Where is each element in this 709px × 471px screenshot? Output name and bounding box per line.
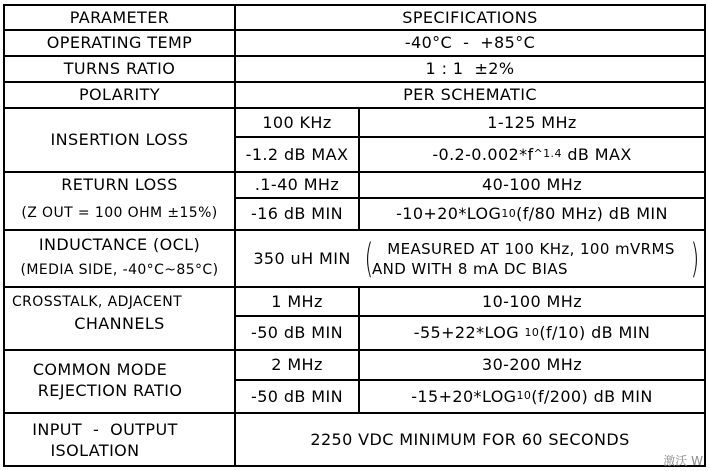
- crosstalk-spec-high: [360, 317, 704, 349]
- insertion-loss-spec-high: [360, 138, 704, 171]
- return-loss-spec-low: -16 dB MIN: [251, 204, 343, 224]
- common-mode-log-base: 10: [516, 389, 532, 403]
- crosstalk-label: CROSSTALK, ADJACENT: [12, 294, 183, 311]
- insertion-loss-spec-low: -1.2 dB MAX: [245, 144, 349, 164]
- crosstalk-log-base: 10: [524, 325, 540, 339]
- common-mode-freq-low: 2 MHz: [271, 355, 323, 375]
- crosstalk-formula-tail: (f/10) dB MIN: [539, 323, 651, 343]
- polarity-label: POLARITY: [78, 85, 161, 105]
- watermark: 激沃 W: [663, 454, 703, 468]
- common-mode-formula: -15+20*LOG: [411, 386, 517, 406]
- common-mode-formula-tail: (f/200) dB MIN: [531, 386, 653, 406]
- isolation-value: 2250 VDC MINIMUM FOR 60 SECONDS: [310, 429, 630, 449]
- operating-temp-label: OPERATING TEMP: [46, 33, 193, 53]
- return-loss-impedance: (Z OUT = 100 OHM ±15%): [21, 205, 218, 222]
- insertion-loss-label: INSERTION LOSS: [50, 130, 189, 150]
- common-mode-spec-high: [360, 381, 704, 412]
- inductance-note-line1: MEASURED AT 100 KHz, 100 mVRMS: [387, 239, 675, 258]
- header-specifications: SPECIFICATIONS: [402, 7, 538, 27]
- insertion-loss-exponent: ^1.4: [533, 147, 562, 161]
- isolation-label-isolation: ISOLATION: [50, 441, 140, 461]
- inductance-label: INDUCTANCE (OCL): [38, 235, 201, 255]
- inductance-spec: 350 uH MIN: [253, 248, 351, 268]
- return-loss-log-base: 10: [501, 206, 517, 220]
- return-loss-formula: -10+20*LOG: [396, 204, 502, 224]
- isolation-label: INPUT - OUTPUT: [32, 420, 178, 440]
- inductance-condition: (MEDIA SIDE, -40°C~85°C): [20, 262, 219, 279]
- return-loss-formula-tail: (f/80 MHz) dB MIN: [516, 204, 668, 224]
- operating-temp-value: -40°C - +85°C: [404, 33, 536, 53]
- turns-ratio-label: TURNS RATIO: [63, 59, 176, 79]
- crosstalk-spec-low: -50 dB MIN: [251, 323, 343, 343]
- return-loss-freq-low: .1-40 MHz: [254, 175, 340, 195]
- polarity-value: PER SCHEMATIC: [403, 85, 537, 105]
- rule-right: [704, 4, 706, 467]
- common-mode-freq-high: 30-200 MHz: [482, 355, 582, 375]
- return-loss-label: RETURN LOSS: [61, 175, 178, 195]
- common-mode-label: COMMON MODE: [32, 360, 168, 380]
- common-mode-spec-low: -50 dB MIN: [251, 386, 343, 406]
- insertion-loss-unit: dB MAX: [561, 144, 632, 164]
- return-loss-spec-high: [360, 199, 704, 229]
- insertion-loss-formula: -0.2-0.002*f: [432, 144, 534, 164]
- header-parameter: PARAMETER: [69, 7, 170, 27]
- inductance-note-line2: AND WITH 8 mA DC BIAS: [372, 259, 568, 278]
- turns-ratio-value: 1 : 1 ±2%: [425, 59, 515, 79]
- insertion-loss-freq-high: 1-125 MHz: [487, 112, 577, 132]
- crosstalk-freq-high: 10-100 MHz: [482, 291, 582, 311]
- crosstalk-formula: -55+22*LOG: [413, 323, 525, 343]
- inductance-note-close-paren: ): [690, 236, 700, 282]
- crosstalk-label-channels: CHANNELS: [74, 314, 165, 334]
- crosstalk-freq-low: 1 MHz: [271, 291, 323, 311]
- return-loss-freq-high: 40-100 MHz: [482, 175, 582, 195]
- inductance-note-open-paren: (: [364, 236, 374, 282]
- insertion-loss-freq-low: 100 KHz: [262, 112, 332, 132]
- rule-bottom: [3, 465, 706, 467]
- common-mode-label-rejection: REJECTION RATIO: [37, 381, 183, 401]
